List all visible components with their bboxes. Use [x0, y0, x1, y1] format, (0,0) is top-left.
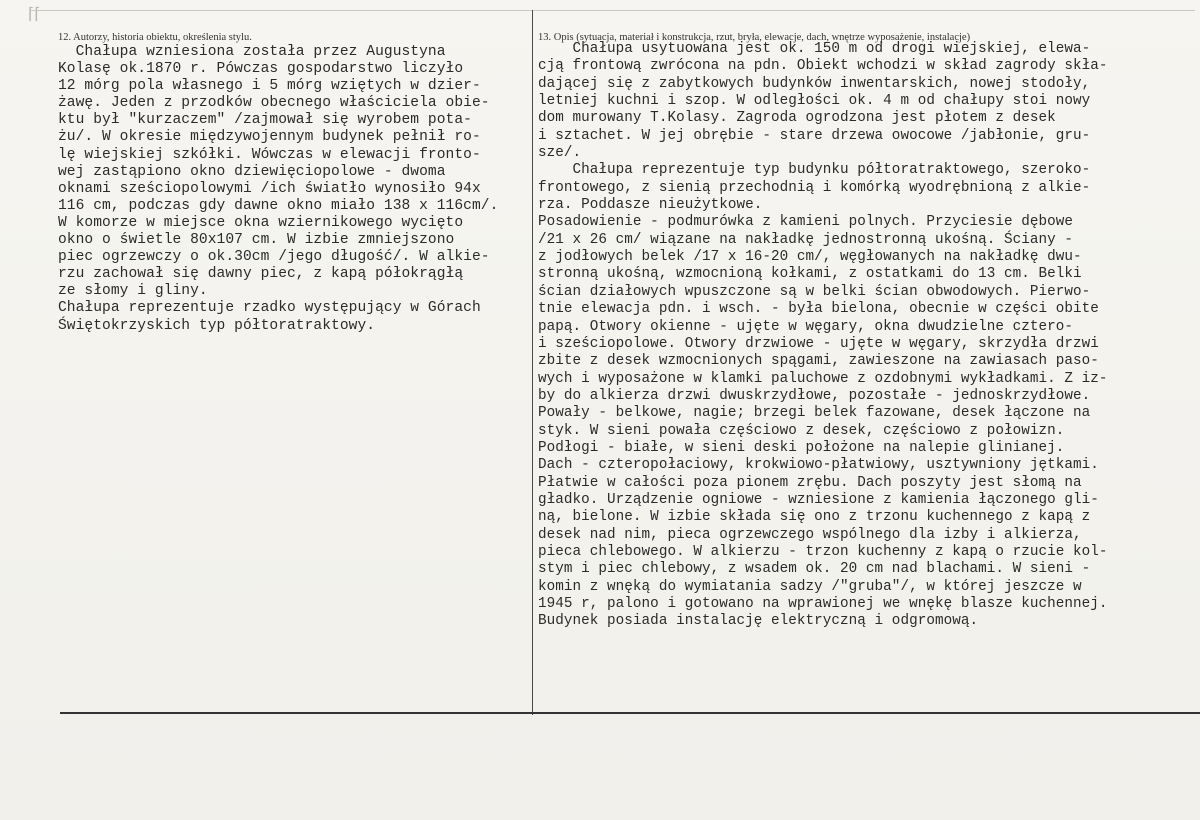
left-text-line: W komorze w miejsce okna wziernikowego wycięto [58, 214, 464, 231]
left-text-line: rzu zachował się dawny piec, z kapą półokrągłą [58, 266, 464, 283]
right-text-line: Dach - czteropołaciowy, krokwiowo-płatwiowy, usztywniony jętkami. [538, 457, 1099, 474]
right-text-line: styk. W sieni powała częściowo z desek, częściowo z połowizn. [538, 422, 1065, 439]
right-text-line: dającej się z zabytkowych budynków inwentarskich, nowej stodoły, [538, 75, 1091, 92]
right-text-line: papą. Otwory okienne - ujęte w węgary, okna dwudzielne cztero- [538, 318, 1074, 335]
left-text-line: Chałupa wzniesiona została przez Augustyna [58, 44, 446, 60]
right-text-line: z jodłowych belek /17 x 16-20 cm/, węgłowanych na nakładkę dwu- [538, 249, 1082, 266]
left-text-line: 12 mórg pola własnego i 5 mórg wziętych w dzier- [58, 78, 481, 95]
left-text-line: wej zastąpiono okno dziewięciopolowe - dwoma [58, 163, 446, 180]
right-text-line: stronną ukośną, wzmocnioną kołkami, z ostatkami do 13 cm. Belki [538, 266, 1082, 283]
right-text-line: gładko. Urządzenie ogniowe - wzniesione z kamienia łączonego gli- [538, 491, 1099, 508]
bottom-rule [60, 712, 1200, 714]
right-text-line: i sztachet. W jej obrębie - stare drzewa owocowe /jabłonie, gru- [538, 127, 1091, 144]
left-text-line: Kolasę ok.1870 r. Pówczas gospodarstwo liczyło [58, 61, 464, 78]
right-text-line: komin z wnęką do wymiatania sadzy /"gruba"/, w której jeszcze w [538, 578, 1082, 595]
right-text-line: cją frontową zwrócona na pdn. Obiekt wchodzi w skład zagrody skła- [538, 58, 1108, 75]
right-text-line: dom murowany T.Kolasy. Zagroda ogrodzona jest płotem z desek [538, 110, 1056, 127]
right-text-line: /21 x 26 cm/ wiązane na nakładkę jednostronną ukośną. Ściany - [538, 231, 1074, 248]
right-text-line: Chałupa usytuowana jest ok. 150 m od drogi wiejskiej, elewa- [538, 41, 1091, 57]
left-section-body [58, 44, 498, 335]
right-text-line: i sześciopolowe. Otwory drzwiowe - ujęte w węgary, skrzydła drzwi [538, 335, 1099, 352]
left-text-line: Chałupa reprezentuje rzadko występujący w Górach [58, 300, 481, 317]
right-text-line: pieca chlebowego. W alkierzu - trzon kuchenny z kapą o rzucie kol- [538, 543, 1108, 560]
left-text-line: Świętokrzyskich typ półtoratraktowy. [58, 317, 376, 334]
right-text-line: Posadowienie - podmurówka z kamieni polnych. Przyciesie dębowe [538, 214, 1074, 231]
right-text-line: Powały - belkowe, nagie; brzegi belek fazowane, desek łączone na [538, 405, 1091, 422]
right-text-line: 1945 r, palono i gotowano na wprawionej we wnękę blasze kuchennej. [538, 596, 1108, 612]
left-text-line: okno o świetle 80x107 cm. W izbie zmniejszono [58, 232, 455, 249]
right-text-line: Budynek posiada instalację elektryczną i odgromową. [538, 613, 979, 630]
right-text-line: stym i piec chlebowy, z wsadem ok. 20 cm nad blachami. W sieni - [538, 561, 1091, 578]
column-divider [532, 10, 533, 715]
right-text-line: Podłogi - białe, w sieni deski położone na nalepie glinianej. [538, 439, 1065, 456]
right-text-line: frontowego, z sienią przechodnią i komórką wyodrębnioną z alkie- [538, 179, 1091, 196]
left-text-line: oknami sześciopolowymi /ich światło wynosiło 94x [58, 180, 481, 197]
left-text-line: żawę. Jeden z przodków obecnego właściciela obie- [58, 95, 490, 112]
right-text-line: wych i wyposażone w klamki paluchowe z ozdobnymi wykładkami. Z iz- [538, 370, 1108, 387]
left-text-line: żu/. W okresie międzywojennym budynek pełnił ro- [58, 129, 481, 146]
right-text-line: ną, bielone. W izbie składa się ono z trzonu kuchennego z kapą z [538, 509, 1091, 526]
right-text-line: tnie elewacja pdn. i wsch. - była bielona, obecnie w części obite [538, 301, 1099, 318]
right-text-line: Płatwie w całości poza pionem zrębu. Dach poszyty jest słomą na [538, 474, 1082, 491]
right-text-line: letniej kuchni i szop. W odległości ok. 4 m od chałupy stoi nowy [538, 93, 1091, 110]
right-text-line: Chałupa reprezentuje typ budynku półtoratraktowego, szeroko- [538, 162, 1091, 179]
right-text-line: sze/. [538, 145, 582, 162]
right-text-line: ścian działowych wpuszczone są w belki ścian obwodowych. Pierwo- [538, 283, 1091, 300]
right-section-body [538, 41, 1108, 631]
top-rule [30, 10, 1195, 11]
left-section-header: 12. Autorzy, historia obiektu, określenia stylu. [58, 32, 252, 43]
right-text-line: zbite z desek wzmocnionych spągami, zawieszone na zawiasach paso- [538, 353, 1099, 370]
left-text-line: ze słomy i gliny. [58, 283, 208, 300]
right-section-header: 13. Opis (sytuacja, materiał i konstrukcja, rzut, bryła, elewacje, dach, wnętrze wyposażenie, instalacje) [538, 32, 971, 43]
right-text-line: by do alkierza drzwi dwuskrzydłowe, pozostałe - jednoskrzydłowe. [538, 387, 1091, 404]
right-text-line: rza. Poddasze nieużytkowe. [538, 197, 763, 214]
right-text-line: desek nad nim, pieca ogrzewczego wspólnego dla izby i alkierza, [538, 526, 1082, 543]
left-text-line: lę wiejskiej szkółki. Wówczas w elewacji fronto- [58, 146, 481, 163]
left-text-line: piec ogrzewczy o ok.30cm /jego długość/. W alkie- [58, 249, 490, 266]
corner-mark-glyph: ⌈⌈ [28, 6, 41, 23]
left-text-line: ktu był "kurzaczem" /zajmował się wyrobem pota- [58, 112, 472, 129]
left-text-line: 116 cm, podczas gdy dawne okno miało 138 x 116cm/. [58, 197, 499, 214]
